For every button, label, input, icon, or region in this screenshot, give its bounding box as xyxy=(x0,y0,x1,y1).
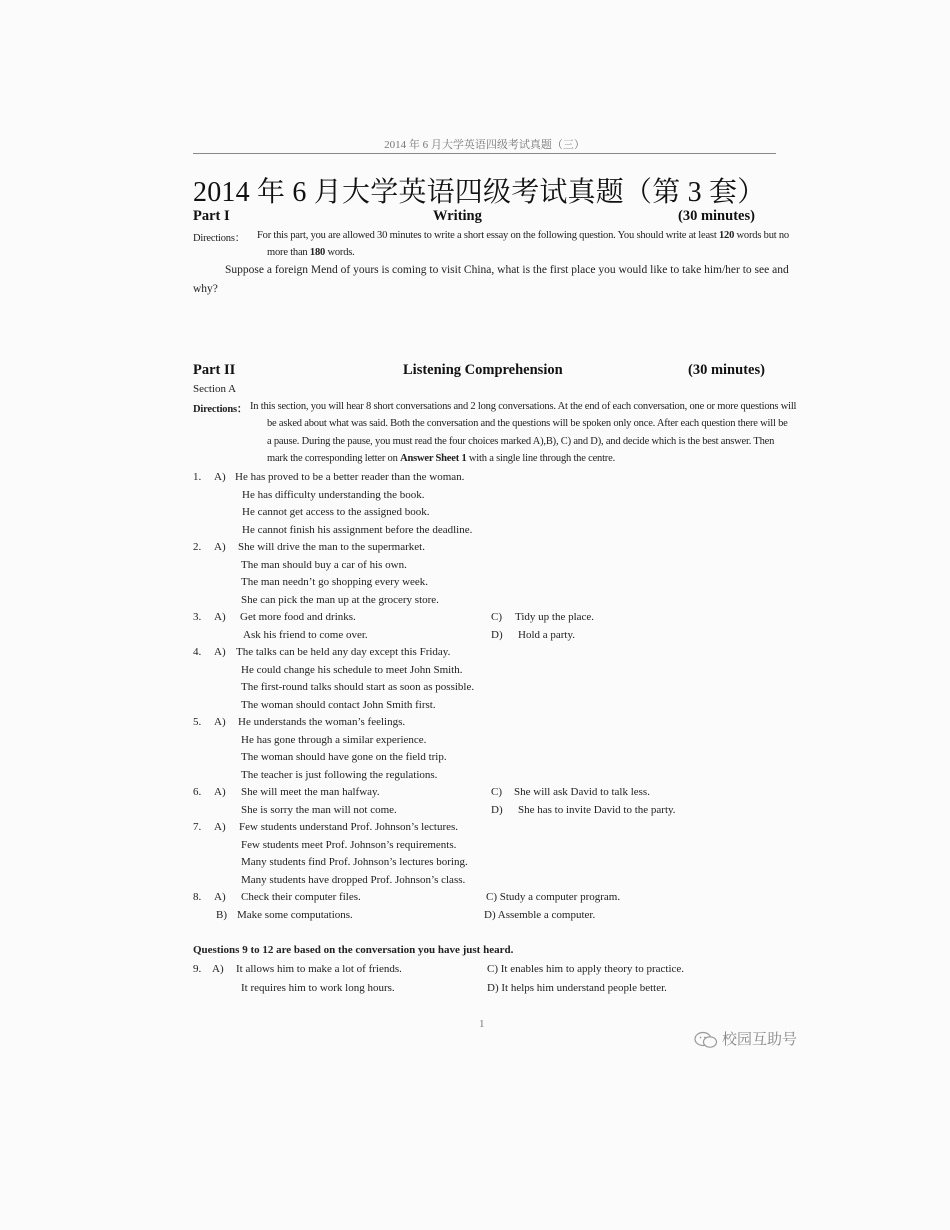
question-4-option-a: The talks can be held any day except this Friday. xyxy=(236,646,451,658)
question-8-option-c: C) Study a computer program. xyxy=(486,891,621,903)
question-6-option-d-marker: D) xyxy=(491,804,503,816)
question-2-option-d: She can pick the man up at the grocery store. xyxy=(241,594,439,606)
question-7-option-a: Few students understand Prof. Johnson’s lectures. xyxy=(239,821,459,833)
question-4-option-marker: A) xyxy=(214,646,226,658)
question-3-option-d: Hold a party. xyxy=(518,629,576,641)
question-4-option-d: The woman should contact John Smith first. xyxy=(241,699,436,711)
section-a-label: Section A xyxy=(193,383,237,395)
question-3-option-d-marker: D) xyxy=(491,629,503,641)
question-9-option-d: D) It helps him understand people better. xyxy=(487,982,667,994)
question-6-option-b: She is sorry the man will not come. xyxy=(241,804,397,816)
question-2-option-b: The man should buy a car of his own. xyxy=(241,559,407,571)
watermark xyxy=(694,1028,797,1049)
wechat-icon xyxy=(694,1031,718,1049)
question-6-option-a: She will meet the man halfway. xyxy=(241,786,380,798)
question-9-option-a: It allows him to make a lot of friends. xyxy=(236,963,402,975)
question-8-option-marker: A) xyxy=(214,891,226,903)
question-2-option-c: The man needn’t go shopping every week. xyxy=(241,576,429,588)
question-8-option-d: D) Assemble a computer. xyxy=(484,909,596,921)
question-2-option-a: She will drive the man to the supermarket. xyxy=(238,541,425,553)
question-4-option-b: He could change his schedule to meet John Smith. xyxy=(241,664,463,676)
question-8-option-b: Make some computations. xyxy=(237,909,353,921)
header-divider xyxy=(193,153,776,154)
part1-directions-label: Directions： xyxy=(193,233,246,244)
part1-name: Writing xyxy=(433,208,482,224)
question-2-option-marker: A) xyxy=(214,541,226,553)
question-5-option-c: The woman should have gone on the field trip. xyxy=(241,751,447,763)
running-header: 2014 年 6 月大学英语四级考试真题（三） xyxy=(384,139,585,151)
question-1-number: 1. xyxy=(193,471,202,483)
question-5-option-marker: A) xyxy=(214,716,226,728)
question-7-option-b: Few students meet Prof. Johnson’s requirements. xyxy=(241,839,457,851)
question-3-option-b: Ask his friend to come over. xyxy=(243,629,368,641)
question-6-option-c-marker: C) xyxy=(491,786,502,798)
part2-directions-line4: mark the corresponding letter on Answer Sheet 1 with a single line through the centre. xyxy=(267,453,615,464)
question-8-option-b-marker: B) xyxy=(216,909,227,921)
question-3-option-c-marker: C) xyxy=(491,611,502,623)
question-5-option-b: He has gone through a similar experience. xyxy=(241,734,427,746)
question-7-option-c: Many students find Prof. Johnson’s lectures boring. xyxy=(241,856,468,868)
part2-time: (30 minutes) xyxy=(688,362,765,378)
question-4-number: 4. xyxy=(193,646,202,658)
question-6-option-c: She will ask David to talk less. xyxy=(514,786,650,798)
part1-directions-line2: more than 180 words. xyxy=(267,247,355,258)
part1-label: Part I xyxy=(193,208,230,224)
question-9-option-marker: A) xyxy=(212,963,224,975)
question-4-option-c: The first-round talks should start as soon as possible. xyxy=(241,681,475,693)
question-6-option-marker: A) xyxy=(214,786,226,798)
question-3-option-a: Get more food and drinks. xyxy=(240,611,356,623)
question-5-option-a: He understands the woman’s feelings. xyxy=(238,716,406,728)
part2-directions-label: Directions： xyxy=(193,404,248,415)
question-7-number: 7. xyxy=(193,821,202,833)
question-8-number: 8. xyxy=(193,891,202,903)
part2-directions-line3: a pause. During the pause, you must read the four choices marked A),B), C) and D), and decide which is the best answer. Then xyxy=(267,436,775,447)
question-9-option-c: C) It enables him to apply theory to practice. xyxy=(487,963,685,975)
question-1-option-a: He has proved to be a better reader than the woman. xyxy=(235,471,465,483)
question-8-option-a: Check their computer files. xyxy=(241,891,361,903)
writing-prompt-line2: why? xyxy=(193,283,218,295)
question-group-heading: Questions 9 to 12 are based on the conversation you have just heard. xyxy=(193,944,514,956)
question-3-number: 3. xyxy=(193,611,202,623)
part2-directions-line2: be asked about what was said. Both the conversation and the questions will be spoken only once. After each question there will be xyxy=(267,418,788,429)
question-9-number: 9. xyxy=(193,963,202,975)
question-6-number: 6. xyxy=(193,786,202,798)
question-1-option-marker: A) xyxy=(214,471,226,483)
part1-time: (30 minutes) xyxy=(678,208,755,224)
page-number: 1 xyxy=(479,1018,485,1030)
question-5-option-d: The teacher is just following the regulations. xyxy=(241,769,438,781)
writing-prompt-line1: Suppose a foreign Mend of yours is coming to visit China, what is the first place you would like to take him/her to see and xyxy=(225,264,789,276)
question-1-option-b: He has difficulty understanding the book. xyxy=(242,489,425,501)
question-3-option-c: Tidy up the place. xyxy=(515,611,595,623)
question-1-option-d: He cannot finish his assignment before the deadline. xyxy=(242,524,473,536)
question-7-option-d: Many students have dropped Prof. Johnson’s class. xyxy=(241,874,466,886)
question-2-number: 2. xyxy=(193,541,202,553)
question-3-option-marker: A) xyxy=(214,611,226,623)
part2-name: Listening Comprehension xyxy=(403,362,563,378)
page-title: 2014 年 6 月大学英语四级考试真题（第 3 套） xyxy=(193,177,766,208)
question-7-option-marker: A) xyxy=(214,821,226,833)
question-9-option-b: It requires him to work long hours. xyxy=(241,982,395,994)
question-5-number: 5. xyxy=(193,716,202,728)
part1-directions-line1: For this part, you are allowed 30 minutes to write a short essay on the following question. You should write at least 120 words but no xyxy=(257,230,789,241)
part2-directions-line1: In this section, you will hear 8 short conversations and 2 long conversations. At the end of each conversation, one or more questions will xyxy=(250,401,797,412)
question-6-option-d: She has to invite David to the party. xyxy=(518,804,676,816)
watermark-text: 校园互助号 xyxy=(722,1030,798,1048)
part2-label: Part II xyxy=(193,362,236,378)
question-1-option-c: He cannot get access to the assigned book. xyxy=(242,506,430,518)
